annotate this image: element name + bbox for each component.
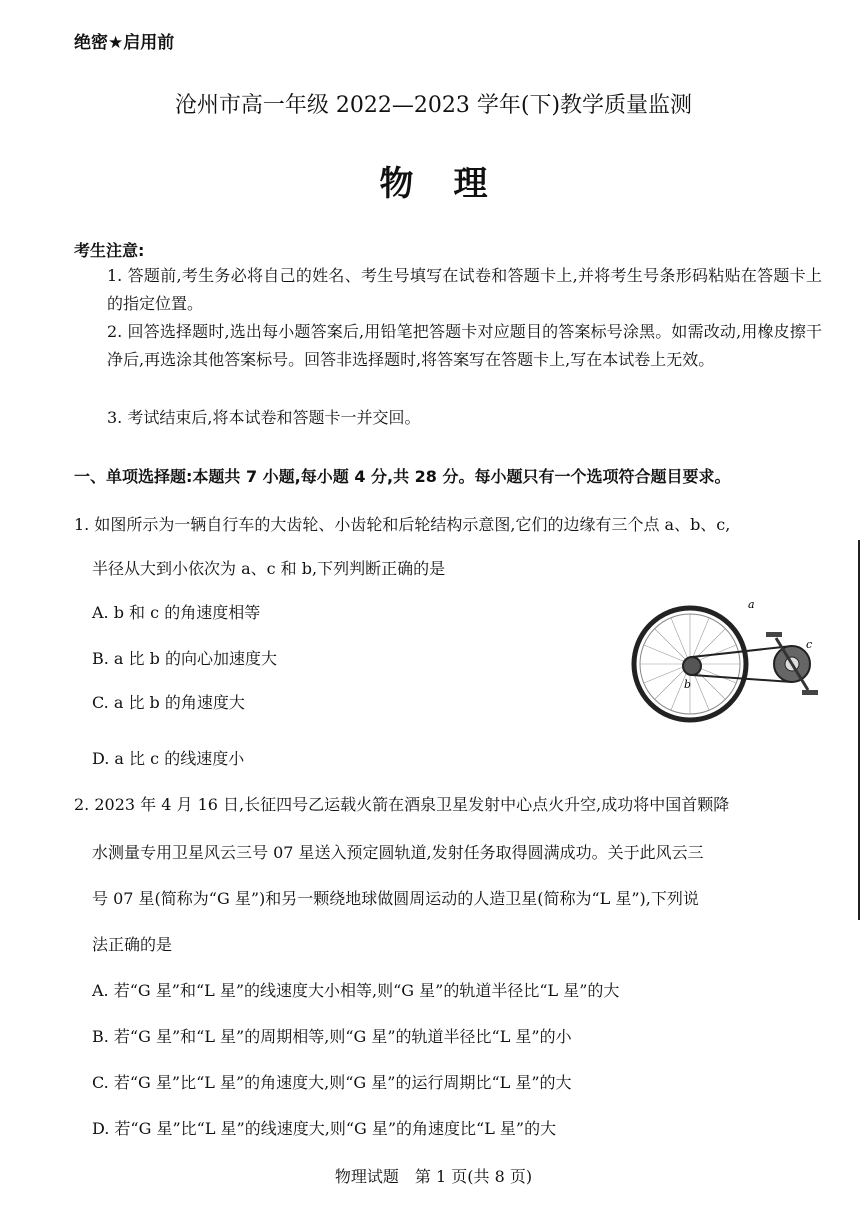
notice-heading: 考生注意: xyxy=(74,241,145,260)
question-2-stem-line-4: 法正确的是 xyxy=(92,935,173,954)
figure-label-b: b xyxy=(684,678,692,691)
section-heading: 一、单项选择题:本题共 7 小题,每小题 4 分,共 28 分。每小题只有一个选项符合题目要求。 xyxy=(74,467,731,486)
question-1-stem-line-2: 半径从大到小依次为 a、c 和 b,下列判断正确的是 xyxy=(92,559,446,578)
question-2-stem-line-1: 2. 2023 年 4 月 16 日,长征四号乙运载火箭在酒泉卫星发射中心点火升空,成功将中国首颗降 xyxy=(74,795,730,814)
question-2-stem-line-2: 水测量专用卫星风云三号 07 星送入预定圆轨道,发射任务取得圆满成功。关于此风云三 xyxy=(92,843,704,862)
question-1-option-c: C. a 比 b 的角速度大 xyxy=(92,693,245,712)
question-1-option-b: B. a 比 b 的向心加速度大 xyxy=(92,649,277,668)
confidential-label: 绝密★启用前 xyxy=(74,33,175,53)
notice-item-2: 2. 回答选择题时,选出每小题答案后,用铅笔把答题卡对应题目的答案标号涂黑。如需改动,用橡皮擦干净后,再选涂其他答案标号。回答非选择题时,将答案写在答题卡上,写在本试卷上无效。 xyxy=(107,322,822,369)
question-2-stem-line-3: 号 07 星(简称为“G 星”)和另一颗绕地球做圆周运动的人造卫星(简称为“L 星”),下列说 xyxy=(92,889,699,908)
figure-label-c: c xyxy=(806,638,813,651)
figure-label-a: a xyxy=(748,598,755,611)
notice-item-1: 1. 答题前,考生务必将自己的姓名、考生号填写在试卷和答题卡上,并将考生号条形码粘贴在答题卡上的指定位置。 xyxy=(107,266,822,313)
exam-title: 沧州市高一年级 2022—2023 学年(下)教学质量监测 xyxy=(174,93,693,118)
question-1-option-d: D. a 比 c 的线速度小 xyxy=(92,749,245,768)
subject-title: 物理 xyxy=(379,164,528,204)
page-edge-line xyxy=(858,540,860,920)
question-1-stem-line-1: 1. 如图所示为一辆自行车的大齿轮、小齿轮和后轮结构示意图,它们的边缘有三个点 a、b、c, xyxy=(74,515,731,534)
question-2-option-d: D. 若“G 星”比“L 星”的线速度大,则“G 星”的角速度比“L 星”的大 xyxy=(92,1119,557,1138)
question-1-option-a: A. b 和 c 的角速度相等 xyxy=(92,603,261,622)
bicycle-gear-figure xyxy=(630,598,830,728)
notice-item-3: 3. 考试结束后,将本试卷和答题卡一并交回。 xyxy=(107,408,421,427)
question-2-option-c: C. 若“G 星”比“L 星”的角速度大,则“G 星”的运行周期比“L 星”的大 xyxy=(92,1073,572,1092)
question-2-option-a: A. 若“G 星”和“L 星”的线速度大小相等,则“G 星”的轨道半径比“L 星”的大 xyxy=(92,981,620,1000)
question-2-option-b: B. 若“G 星”和“L 星”的周期相等,则“G 星”的轨道半径比“L 星”的小 xyxy=(92,1027,572,1046)
page-footer: 物理试题 第 1 页(共 8 页) xyxy=(334,1167,533,1186)
